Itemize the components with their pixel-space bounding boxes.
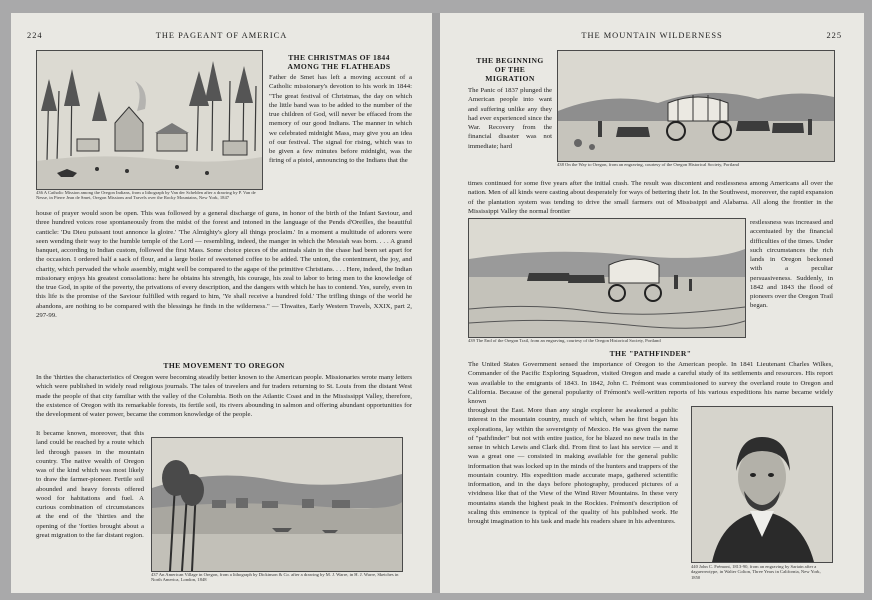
running-title: THE PAGEANT OF AMERICA bbox=[155, 31, 288, 40]
village-engraving-icon bbox=[152, 438, 402, 571]
covered-wagon-icon bbox=[558, 51, 834, 161]
mission-engraving-icon bbox=[37, 51, 262, 189]
christmas-side-text: Father de Smet has left a moving account of a Catholic missionary's devotion to his work in 1844: "The great festival of Christmas, the day on which the little band was to be added to the number of the true children of God, will never be effaced from the memory of our good Indians. The manner in which we celebrated midnight Mass, may give you an idea of our festival. The signal for rising, which was to be given a few minutes before midnight, was the firing of a pistol, announcing to the Indians that the bbox=[269, 74, 412, 165]
beginning-side-text: The Panic of 1837 plunged the American people into want and suffering unlike any they had ever experienced since the War. Recovery from the financial disaster was not immediate; hard bbox=[468, 87, 552, 150]
page-number: 224 bbox=[27, 31, 43, 40]
caption-437: 437 An American Village in Oregon, from a lithograph by Dickinson & Co. after a drawing by M. J. Warre, in H. J. Warre, Sketches in North America, London, 1848 bbox=[151, 572, 399, 583]
wagon-illustration bbox=[557, 50, 835, 162]
pathfinder-side-text: throughout the East. More than any single explorer he awakened a public interest in the mountain country, much of which, when he first began his explorations, lay within the sovereignty of Mexico. He was given the name of "pathfinder" but not with entire justice, for he blazed no new trails in the sense in which Lewis and Clark did. From first to last his service — and it was a great one — consisted in making available for the general public information that was locked up in the minds of the hunters and trappers of the mountain country. His expedition made accurate maps, gathered scientific information, and in the days before photography, produced pictures of a vividness like that of the View of the Wind River Mountains. In these very mountains stands the highest peak in the Rockies. Frémont's description of scaling this eminence is typical of the quality of his published work. He brought imagination to his task and made his readers share in his adventures. bbox=[468, 407, 678, 525]
pathfinder-body-text: The United States Government sensed the importance of Oregon to the American people. In 1841 Lieutenant Charles Wilkes, Commander of the Pacific Exploring Squadron, visited Oregon and made a careful study of its settlements and resources. His report was available to the emigrants of 1843. In 1842, John C. Frémont was commissioned to survey the overland route to Oregon and California. Because of the general popularity of Frémont's well-written reports of his various expeditions his name became widely known bbox=[468, 361, 833, 405]
trail-end-illustration bbox=[468, 218, 746, 338]
movement-body-text: In the 'thirties the characteristics of Oregon were becoming steadily better known to the American people. Missionaries wrote many letters which were published in widely read religious journals. The tales of travelers and fur traders returning to St. Louis from the distant West made the people of that city familiar with the valley of the Columbia. Both on the Atlantic Coast and in the Mississippi Valley, therefore, the existence of Oregon with its remarkable forests, its fertile soil, its rivers abounding in salmon and offering abundant opportunities for the development of water power, became the common knowledge of the people. bbox=[36, 374, 412, 418]
mission-illustration bbox=[36, 50, 263, 190]
beginning-body-text: times continued for some five years after the initial crash. The result was discontent and restlessness among Americans all over the nation. Men of all kinds were casting about desperately for ways of bettering their lot. In the Southwest, moreover, the rapid expansion of the plantation system was tending to drive the small farmers out of Mississippi and Alabama. All along the frontier in the Mississippi Valley the normal frontier bbox=[468, 180, 833, 215]
beginning-side-text-2: restlessness was increased and accentuated by the financial difficulties of the times. Under such circumstances the rich lands in Oregon beckoned with a peculiar persuasiveness. Suddenly, in 1842 and 1843 the flood of pioneers over the Oregon Trail began. bbox=[750, 219, 833, 310]
christmas-body-text: house of prayer would soon be open. This was followed by a general discharge of guns, in honor of the birth of the Infant Saviour, and three hundred voices rose spontaneously from the midst of the forest and intoned in the language of the Pends d'Oreilles, the beautiful canticle: 'Du Dieu puissant tout annonce la gloire.' 'The Almighty's glory all things proclaim.' In a moment a multitude of adorers were seen wending their way to the humble temple of the Lord — resembling, indeed, the manger in which the Messiah was born. . . . A grand banquet, according to Indian custom, followed the first Mass. Some choice pieces of the animals slain in the chase had been set apart for the occasion. I ordered half a sack of flour, and a large boiler of sweetened coffee to be added. The union, the contentment, the joy, and charity, which pervaded the whole assembly, might well be compared to the agape of the primitive Christians. . . . Here, indeed, the Indian missionary enjoys his greatest consolations: here he obtains his strength, his courage, his zeal to labor to bring men to the knowledge of the true God, in spite of the poverty, the privations of every description, and the dangers with which he has to contend. Yes, surely, even in this life is the promise of the Saviour fulfilled with regard to him, 'Ye shall receive a hundred fold.' The trifling things of the world he abandons, are nothing to be compared with the blessings he finds in the wilderness." — Thwaites, Early Western Travels, XXIX, part 2, 297-99. bbox=[36, 210, 412, 319]
page-number: 225 bbox=[826, 31, 842, 40]
portrait-engraving-icon bbox=[692, 407, 832, 562]
fremont-portrait bbox=[691, 406, 833, 563]
village-illustration bbox=[151, 437, 403, 572]
heading-pathfinder: THE "PATHFINDER" bbox=[609, 349, 692, 358]
caption-438: 438 On the Way to Oregon, from an engraving, courtesy of the Oregon Historical Society, Portland bbox=[557, 162, 739, 167]
caption-436: 436 A Catholic Mission among the Oregon Indians, from a lithograph by Van der Schelden after a drawing by P. Van de Nesse, in Pierre Jean de Smet, Oregon Missions and Travels over the Rocky Mountains, New York, 1847 bbox=[36, 190, 256, 201]
running-title: THE MOUNTAIN WILDERNESS bbox=[581, 31, 723, 40]
book-gutter bbox=[432, 13, 440, 593]
caption-440: 440 John C. Frémont, 1813-90, from an engraving by Sartain after a daguerreotype, in Walter Colton, Three Years in California, New York, 1850 bbox=[691, 564, 821, 580]
heading-movement: THE MOVEMENT TO OREGON bbox=[163, 361, 285, 370]
left-page bbox=[11, 13, 432, 593]
heading-christmas: THE CHRISTMAS OF 1844 AMONG THE FLATHEADS bbox=[287, 53, 391, 71]
movement-side-text: It became known, moreover, that this land could be reached by a route which led through passes in the mountain country. The native wealth of Oregon was of the kind which was most likely to draw the farmer-pioneer. Fertile soil abounded and heavy forests offered wood for habitations and fuel. A curious combination of circumstances at the end of the 'thirties and the opening of the 'forties brought about a great migration to the far distant region. bbox=[36, 430, 144, 539]
caption-439: 439 The End of the Oregon Trail, from an engraving, courtesy of the Oregon Historical Society, Portland bbox=[468, 338, 661, 343]
wagon-train-icon bbox=[469, 219, 745, 337]
right-page bbox=[440, 13, 864, 593]
heading-beginning: THE BEGINNING OF THE MIGRATION bbox=[476, 56, 544, 83]
